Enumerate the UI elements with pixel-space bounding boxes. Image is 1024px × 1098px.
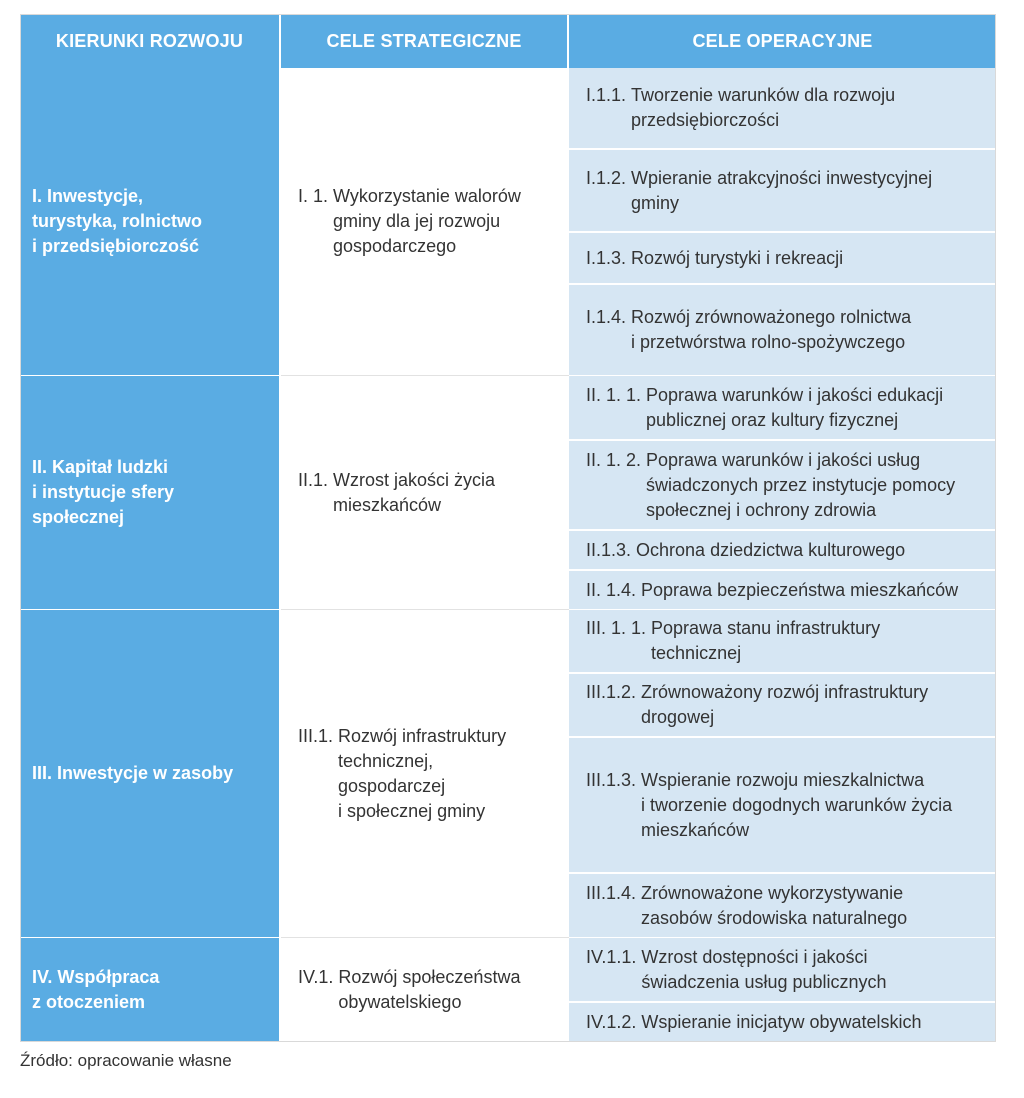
- operational-goal: [569, 441, 996, 529]
- operational-goal: [569, 571, 996, 609]
- strategic-goal-text: Wzrost jakości życia mieszkańców: [333, 469, 496, 515]
- direction-cell: [20, 376, 279, 609]
- direction-cell: [20, 610, 279, 937]
- goal-text: Rozwój turystyki i rekreacji: [631, 247, 844, 268]
- goal-code: I.1.1.: [586, 85, 632, 105]
- direction-cell: [20, 68, 279, 375]
- goal-code: I.1.2.: [586, 167, 632, 188]
- section-2: [20, 376, 996, 609]
- direction-label: III. Inwestycje w zasoby: [32, 763, 234, 783]
- section-3: [20, 610, 996, 937]
- strategic-goal-code: IV.1.: [298, 967, 339, 987]
- goal-text: Zrównoważony rozwój infrastruktury drogowej: [641, 682, 929, 727]
- goal-text: Poprawa bezpieczeństwa mieszkańców: [641, 579, 959, 600]
- strategic-goal-cell: [281, 376, 567, 609]
- header-operational-goals: CELE OPERACYJNE: [569, 14, 996, 68]
- operational-goal: [569, 285, 996, 375]
- strategic-goal-cell: [281, 610, 567, 937]
- strategic-goal-code: I. 1.: [298, 186, 334, 206]
- goal-text: Rozwój zrównoważonego rolnictwa i przetwórstwa rolno-spożywczego: [631, 307, 912, 352]
- goal-code: II. 1. 1.: [586, 384, 647, 405]
- goal-text: Tworzenie warunków dla rozwoju przedsiębiorczości: [631, 85, 896, 130]
- operational-goal: [569, 68, 996, 148]
- goal-text: Wspieranie rozwoju mieszkalnictwa i tworzenie dogodnych warunków życia mieszkańców: [641, 769, 953, 840]
- section-4: [20, 938, 996, 1042]
- strategic-goal-cell: [281, 68, 567, 375]
- operational-goal: [569, 150, 996, 231]
- goal-code: III.1.4.: [586, 882, 642, 903]
- operational-goal: [569, 674, 996, 736]
- strategic-goal-text: Rozwój infrastruktury technicznej, gospodarczej i społecznej gminy: [338, 725, 507, 821]
- goal-code: I.1.4.: [586, 307, 632, 327]
- operational-goal: [569, 874, 996, 937]
- goal-code: II.1.3.: [586, 539, 637, 560]
- goal-code: II. 1.4.: [586, 579, 642, 600]
- operational-goal: [569, 233, 996, 283]
- goal-code: I.1.3.: [586, 247, 632, 268]
- goal-code: II. 1. 2.: [586, 449, 647, 470]
- operational-goal: [569, 938, 996, 1001]
- row-divider: [281, 609, 569, 610]
- strategic-goal-text: Rozwój społeczeństwa obywatelskiego: [338, 967, 521, 1012]
- goal-text: Poprawa stanu infrastruktury technicznej: [651, 618, 881, 663]
- strategic-goal-text: Wykorzystanie walorów gminy dla jej rozwoju gospodarczego: [333, 186, 521, 256]
- header-strategic-goals: CELE STRATEGICZNE: [281, 14, 567, 68]
- goal-code: III. 1. 1.: [586, 618, 652, 638]
- operational-goal: [569, 738, 996, 872]
- direction-cell: [20, 938, 279, 1042]
- goal-code: IV.1.2.: [586, 1012, 642, 1032]
- operational-goal: [569, 610, 996, 672]
- goal-text: Wpieranie atrakcyjności inwestycyjnej gminy: [631, 167, 933, 213]
- row-divider: [281, 375, 569, 376]
- goal-code: III.1.2.: [586, 682, 642, 702]
- goal-text: Poprawa warunków i jakości usług świadczonych przez instytucje pomocy społecznej i ochrony zdrowia: [646, 449, 956, 520]
- source-note: Źródło: opracowanie własne: [20, 1051, 232, 1070]
- goal-code: IV.1.1.: [586, 946, 642, 967]
- goal-code: III.1.3.: [586, 769, 642, 790]
- header-directions: KIERUNKI ROZWOJU: [20, 14, 279, 68]
- operational-goal: [569, 376, 996, 439]
- direction-label: II. Kapitał ludzki i instytucje sfery społecznej: [32, 457, 175, 527]
- strategic-goal-code: II.1.: [298, 469, 334, 490]
- goal-text: Wzrost dostępności i jakości świadczenia usług publicznych: [641, 946, 887, 992]
- goal-text: Ochrona dziedzictwa kulturowego: [636, 539, 906, 560]
- direction-label: IV. Współpraca z otoczeniem: [32, 967, 160, 1012]
- direction-label: I. Inwestycje, turystyka, rolnictwo i przedsiębiorczość: [32, 186, 203, 256]
- goal-text: Zrównoważone wykorzystywanie zasobów środowiska naturalnego: [641, 882, 908, 928]
- development-table: [20, 14, 996, 1042]
- operational-goal: [569, 1003, 996, 1042]
- goal-text: Poprawa warunków i jakości edukacji publicznej oraz kultury fizycznej: [646, 384, 944, 430]
- goal-text: Wspieranie inicjatyw obywatelskich: [641, 1012, 922, 1032]
- row-divider: [281, 937, 569, 938]
- strategic-goal-cell: [281, 938, 567, 1042]
- section-1: [20, 68, 996, 375]
- operational-goal: [569, 531, 996, 569]
- strategic-goal-code: III.1.: [298, 725, 339, 746]
